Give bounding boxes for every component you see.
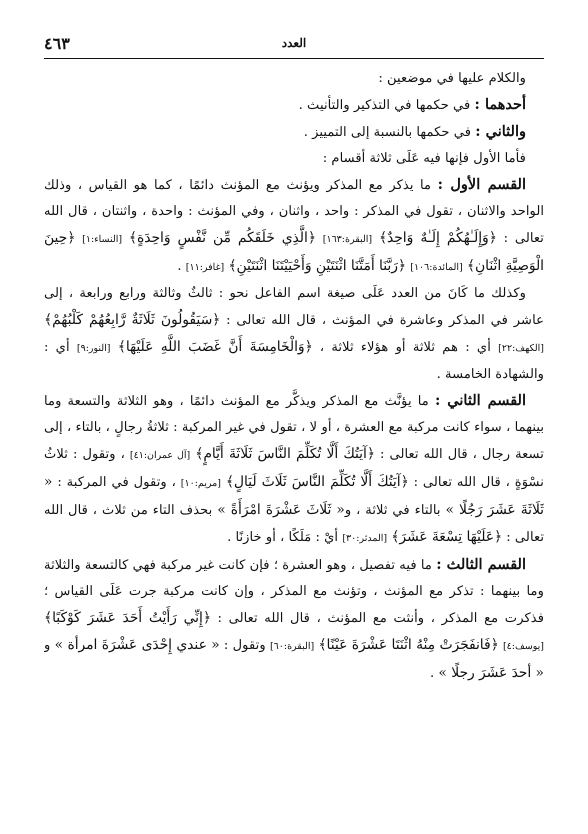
- running-title: العدد: [281, 36, 307, 50]
- first-section-label: القسم الأول :: [437, 176, 526, 193]
- verse-citation: [يوسف:٤]: [502, 641, 544, 652]
- first-point-label: أحدهما :: [474, 96, 526, 113]
- quran-quote: ﴿سَيَقُولُونَ ثَلَاثَةٌ رَّابِعُهُمْ كَلْبُهُمْ﴾: [44, 312, 221, 328]
- second-point-text: في حكمها بالنسبة إلى التمييز .: [303, 125, 472, 140]
- second-section-paragraph: [44, 388, 544, 552]
- example-phrase: « أحدَ عَشَرَ رجلًا »: [438, 665, 544, 681]
- example-phrase: « ثَلَاثَ عَشْرَةَ امْرَأَةً »: [217, 502, 345, 518]
- third-section-text: وتقول :: [223, 638, 266, 653]
- first-point-text: في حكمها في التذكير والتأنيث .: [298, 98, 471, 113]
- first-section-text: ما يذكر مع المذكر ويؤنث مع المؤنث دائمًا ، كما هو القياس ، وذلك الواحد والاثنان ، تقول في المذكر : واحد ، واثنان ، وفي المؤنث : واحدة ، واثنتان ، قال الله تعالى :: [44, 178, 544, 246]
- second-section-text: بحذف التاء من ثلاث ، قال الله تعالى :: [44, 503, 544, 545]
- verse-citation: [المدثر:٣٠]: [342, 533, 388, 544]
- first-section-paragraph: [44, 172, 544, 281]
- third-section-paragraph: [44, 552, 544, 687]
- ordinal-explanation: أي : والشهادة الخامسة .: [44, 340, 544, 382]
- quran-quote: ﴿رَبَّنَا أَمَتَّنَا اثْنَتَيْنِ وَأَحْيَيْتَنَا اثْنَتَيْنِ﴾: [228, 258, 407, 274]
- verse-citation: [الكهف:٢٢]: [498, 343, 544, 354]
- quran-quote: ﴿الَّذِي خَلَقَكُم مِّن نَّفْسٍ وَاحِدَةٍ﴾: [128, 230, 316, 246]
- example-phrase: « عندي إِحْدَى عَشْرَةَ امرأة »: [54, 637, 220, 653]
- quran-quote: ﴿آيَتُكَ أَلَّا تُكَلِّمَ النَّاسَ ثَلَاثَةَ أَيَّامٍ﴾: [195, 446, 375, 462]
- sentence-end: .: [177, 259, 186, 274]
- verse-citation: [البقرة:١٦٣]: [322, 234, 373, 245]
- verse-citation: [المائدة:١٠٦]: [410, 262, 463, 273]
- second-section-text: بالتاء في ثلاثة ، و: [344, 503, 441, 518]
- verse-citation: [النساء:١]: [82, 234, 123, 245]
- ordinal-text: وكذلك ما كَانَ من العدد عَلَى صيغة اسم الفاعل نحو : ثالثٌ وثالثة ورابع ورابعة ، إلى عاشر في المذكر وعاشرة في المؤنث ، قال الله تعالى :: [44, 286, 544, 328]
- page-number: ٤٦٣: [44, 34, 70, 53]
- quran-quote: ﴿فَانفَجَرَتْ مِنْهُ اثْنَتَا عَشْرَةَ عَيْنًا﴾: [318, 637, 499, 653]
- second-section-text: ما يؤنَّث مع المذكر ويذكَّر مع المؤنث دائمًا ، وهو الثلاثة والتسعة وما بينهما ، سواء كانت مركبة مع العشرة ، أو لا ، تقول في غير المركبة : ثلاثةُ رجالٍ ، بالتاء ، إلى تسعة رجال ، قال الله تعالى :: [44, 394, 544, 462]
- page-header: [44, 34, 544, 54]
- third-section-text: ما فيه تفصيل ، وهو العشرة ؛ فإن كانت غير مركبة فهي كالتسعة والثلاثة وما بينهما : تذكر مع المؤنث ، وتؤنث مع المذكر ، وإن كانت مركبة جرت عَلَى القياس ؛ فذكرت مع المذكر ، وأنثت مع المؤنث ، قال الله تعالى :: [44, 558, 544, 626]
- second-point-label: والثاني :: [475, 123, 526, 140]
- quran-quote: ﴿حِينَ الْوَصِيَّةِ اثْنَانِ﴾: [44, 230, 544, 274]
- intro-division-line: فأما الأول فإنها فيه عَلَى ثلاثة أقسام :: [322, 151, 526, 166]
- quran-quote: ﴿آيَتُكَ أَلَّا تُكَلِّمَ النَّاسَ ثَلَاثَ لَيَالٍ﴾: [225, 474, 409, 490]
- sentence-end: .: [429, 666, 435, 681]
- quran-quote: ﴿إِنِّي رَأَيْتُ أَحَدَ عَشَرَ كَوْكَبًا﴾: [44, 610, 211, 626]
- intro-line: والكلام عليها في موضعين :: [378, 71, 526, 86]
- verse-citation: [البقرة:٦٠]: [269, 641, 315, 652]
- header-rule: [44, 58, 544, 59]
- ordinal-explanation: أي : هم ثلاثة أو هؤلاء ثلاثة ،: [319, 340, 491, 355]
- intro-first-point: [44, 92, 544, 119]
- second-section-text: أيْ : مَلَكًا ، أو خازنًا .: [227, 530, 339, 545]
- third-section-text: و: [44, 638, 51, 653]
- verse-citation: [النور:٩]: [76, 343, 111, 354]
- quran-quote: ﴿عَلَيْهَا تِسْعَةَ عَشَرَ﴾: [391, 529, 503, 545]
- third-section-label: القسم الثالث :: [436, 556, 526, 573]
- second-section-text: ، وتقول في المركبة :: [57, 475, 176, 490]
- second-section-text: ، وتقول : ثلاثُ نسْوَةٍ ، قال الله تعالى :: [44, 447, 544, 490]
- verse-citation: [مريم:١٠]: [180, 478, 221, 489]
- verse-citation: [غافر:١١]: [185, 262, 225, 273]
- quran-quote: ﴿وَالْخَامِسَةَ أَنَّ غَضَبَ اللَّهِ عَلَيْهَا﴾: [117, 339, 313, 355]
- page-body: [44, 66, 544, 810]
- intro-second-point: [44, 119, 544, 146]
- verse-citation: [آل عمران:٤١]: [129, 450, 191, 461]
- ordinal-paragraph: [44, 281, 544, 388]
- quran-quote: ﴿وَإِلَـٰهُكُمْ إِلَـٰهٌ وَاحِدٌ﴾: [378, 230, 497, 246]
- example-phrase: « ثَلَاثَةَ عَشَرَ رَجُلًا »: [44, 474, 544, 518]
- second-section-label: القسم الثاني :: [434, 392, 526, 409]
